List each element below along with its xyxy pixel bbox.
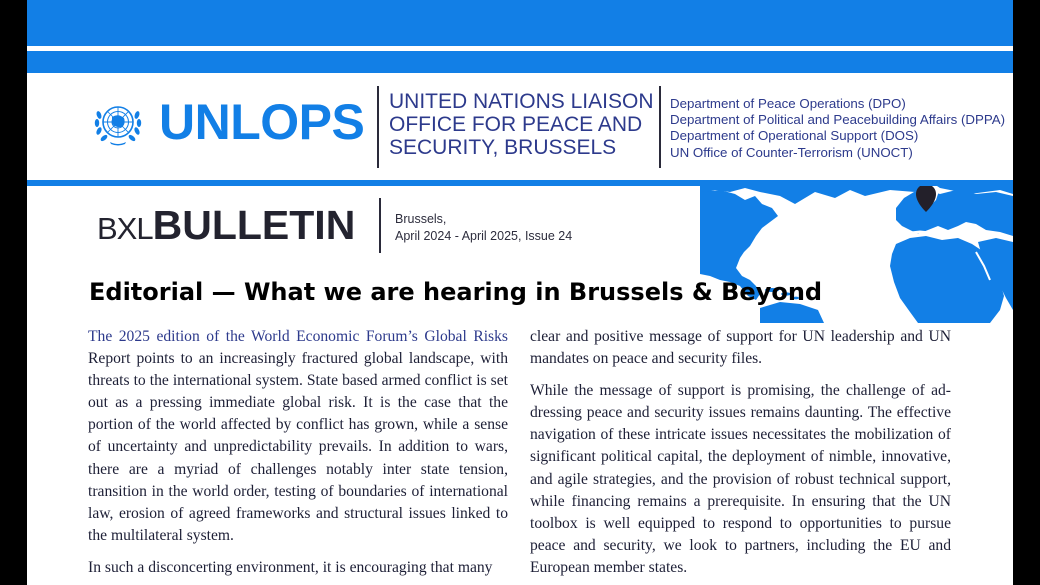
paragraph-text: Report points to an increasingly fractured global landscape, with threats to the international system. State based armed conflict is set out as a pressing immediate global risk. It is the case that the portion of the world affected by conflict has grown, while a sense of uncertainty and unpredictability prevails. In addition to wars, there are a myriad of challenges notably inter state tension, transition in the world order, testing of boundaries of international law, erosion of agreed frameworks and structural issues linked to the multilateral system. bbox=[88, 350, 508, 544]
un-emblem-icon bbox=[93, 101, 143, 147]
top-banner bbox=[27, 0, 1013, 46]
masthead-prefix: BXL bbox=[97, 211, 153, 246]
bulletin-page bbox=[27, 0, 1013, 585]
article-title: Editorial — What we are hearing in Brussels & Beyond bbox=[89, 278, 823, 306]
issue-dates: April 2024 - April 2025, Issue 24 bbox=[395, 229, 573, 243]
office-line: UNITED NATIONS LIAISON bbox=[389, 90, 654, 113]
office-line: SECURITY, BRUSSELS bbox=[389, 136, 617, 159]
secondary-banner bbox=[27, 51, 1013, 73]
unlops-logo-text: UNLOPS bbox=[159, 94, 365, 150]
departments-list bbox=[670, 96, 1005, 161]
paragraph: While the message of support is promising, the challenge of addressing peace and security issues remains daunting. The effective navigation of these intricate issues necessitates the mobilization of significant political capital, the deployment of nimble, innovative, and agile strategies, and the provision of robust technical support, while financing remains a prerequisite. In ensuring that the UN toolbox is well equipped to respond to opportunities to pursue peace and security, we look to partners, including the EU and European member states. bbox=[530, 382, 951, 576]
issue-info bbox=[395, 211, 572, 245]
department-item: Department of Peace Operations (DPO) bbox=[670, 96, 906, 111]
header-divider bbox=[377, 86, 379, 168]
office-line: OFFICE FOR PEACE AND bbox=[389, 113, 643, 136]
paragraph bbox=[88, 326, 508, 547]
article-column-left bbox=[88, 326, 508, 585]
department-item: UN Office of Counter-Terrorism (UNOCT) bbox=[670, 144, 913, 160]
masthead-divider bbox=[379, 198, 381, 253]
issue-location: Brussels, bbox=[395, 212, 447, 226]
paragraph: In such a disconcerting environment, it is encouraging that many bbox=[88, 558, 493, 576]
department-item: Department of Operational Support (DOS) bbox=[670, 128, 919, 144]
lead-line: The 2025 edition of the World Economic Forum’s Global Risks bbox=[88, 328, 508, 345]
paragraph: clear and positive message of support for UN leadership and UN mandates on peace and security files. bbox=[530, 328, 951, 368]
masthead-name: BULLETIN bbox=[152, 202, 356, 248]
article-column-right bbox=[530, 326, 951, 585]
header-divider bbox=[659, 86, 661, 168]
office-name bbox=[389, 90, 653, 159]
department-item: Department of Political and Peacebuilding Affairs (DPPA) bbox=[670, 112, 1006, 128]
bulletin-masthead bbox=[97, 202, 355, 258]
